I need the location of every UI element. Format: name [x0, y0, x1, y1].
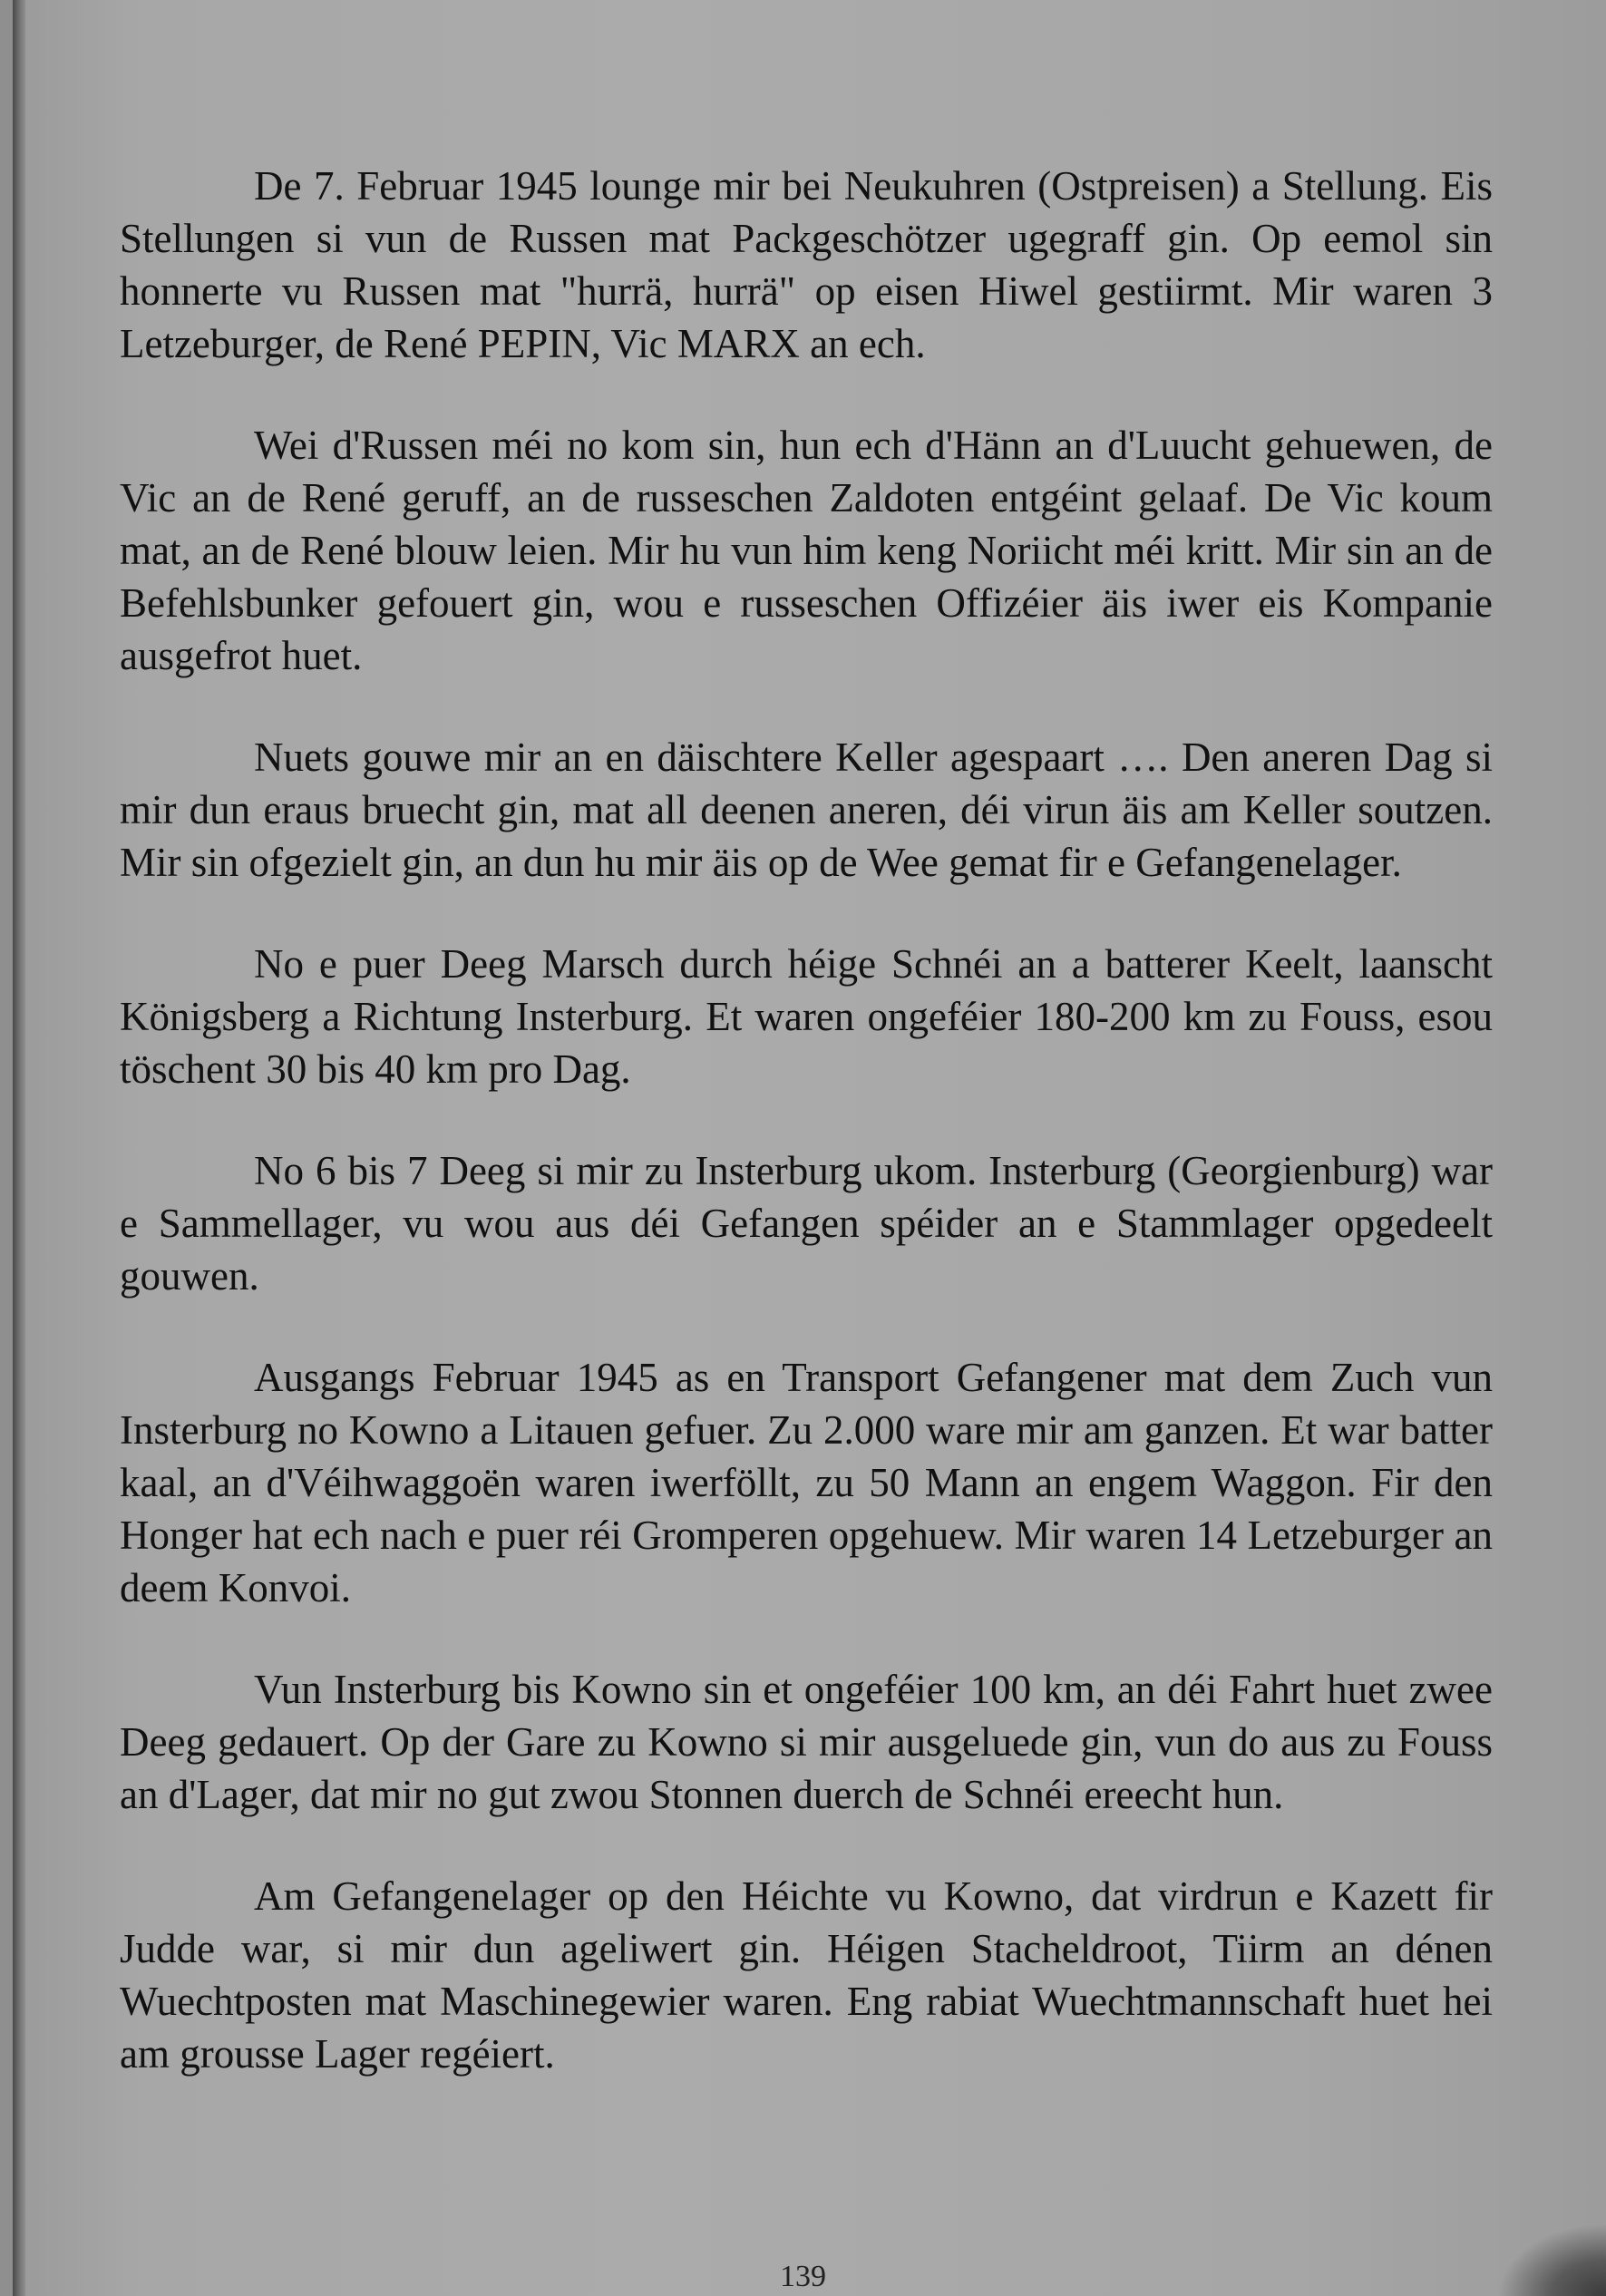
page-binding-edge	[13, 0, 25, 2296]
paragraph: No e puer Deeg Marsch durch héige Schnéi an a batterer Keelt, laanscht Königsberg a Richtung Insterburg. Et waren ongeféier 180-200 km zu Fouss, esou töschent 30 bis 40 km pro Dag.	[120, 941, 1493, 1092]
paragraph: Am Gefangenelager op den Héichte vu Kowno, dat virdrun e Kazett fir Judde war, si mir dun ageliwert gin. Héigen Stacheldroot, Tiirm an dénen Wuechtposten mat Maschinegewier waren. Eng rabiat Wuechtmannschaft huet hei am grousse Lager regéiert.	[120, 1873, 1493, 2077]
paragraph: De 7. Februar 1945 lounge mir bei Neukuhren (Ostpreisen) a Stellung. Eis Stellungen si vun de Russen mat Packgeschötzer ugegraff gin. Op eemol sin honnerte vu Russen mat "hurrä, hurrä" op eisen Hiwel gestiirmt. Mir waren 3 Letzeburger, de René PEPIN, Vic MARX an ech.	[120, 163, 1493, 366]
paragraph: Vun Insterburg bis Kowno sin et ongeféier 100 km, an déi Fahrt huet zwee Deeg gedauert. Op der Gare zu Kowno si mir ausgeluede gin, vun do aus zu Fouss an d'Lager, dat mir no gut zwou Stonnen duerch de Schnéi ereecht hun.	[120, 1667, 1493, 1817]
paragraph: Nuets gouwe mir an en däischtere Keller agespaart …. Den aneren Dag si mir dun eraus bruecht gin, mat all deenen aneren, déi virun äis am Keller soutzen. Mir sin ofgezielt gin, an dun hu mir äis op de Wee gemat fir e Gefangenelager.	[120, 735, 1493, 885]
paragraph: No 6 bis 7 Deeg si mir zu Insterburg ukom. Insterburg (Georgienburg) war e Sammellager, vu wou aus déi Gefangen spéider an e Stammlager opgedeelt gouwen.	[120, 1148, 1493, 1299]
page-number: 139	[780, 2260, 826, 2293]
paragraph: Ausgangs Februar 1945 as en Transport Gefangener mat dem Zuch vun Insterburg no Kowno a Litauen gefuer. Zu 2.000 ware mir am ganzen. Et war batter kaal, an d'Véihwaggoën waren iwerföllt, zu 50 Mann an engem Waggon. Fir den Honger hat ech nach e puer réi Gromperen opgehuew. Mir waren 14 Letzeburger an deem Konvoi.	[120, 1355, 1493, 1610]
body-text	[120, 160, 1493, 2129]
book-page	[13, 0, 1606, 2296]
paragraph: Wei d'Russen méi no kom sin, hun ech d'Hänn an d'Luucht gehuewen, de Vic an de René geruff, an de russeschen Zaldoten entgéint gelaaf. De Vic koum mat, an de René blouw leien. Mir hu vun him keng Noriicht méi kritt. Mir sin an de Befehlsbunker gefouert gin, wou e russeschen Offizéier äis iwer eis Kompanie ausgefrot huet.	[120, 423, 1493, 678]
